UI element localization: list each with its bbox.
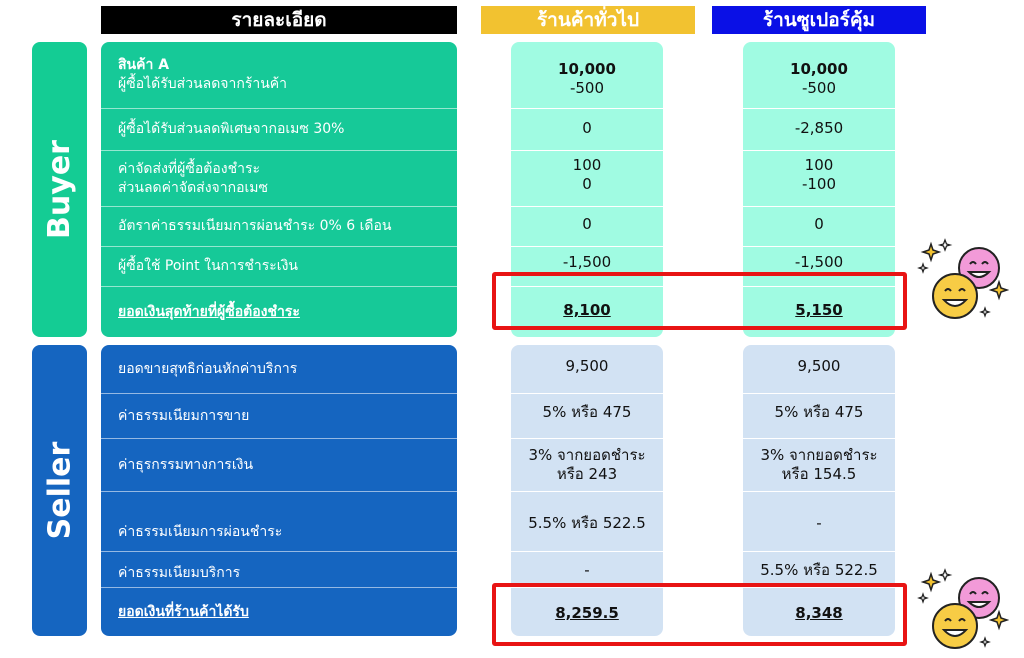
header-normal-shop: ร้านค้าทั่วไป — [481, 6, 695, 34]
happy-faces-icon — [917, 238, 1009, 324]
super-buyer-cell-final-total: 5,150 — [743, 286, 895, 337]
super-seller-cell-transaction-fee: 3% จากยอดชำระ หรือ 154.5 — [743, 438, 895, 491]
buyer-row-point: ผู้ซื้อใช้ Point ในการชำระเงิน — [101, 246, 457, 286]
normal-buyer-cell-point: -1,500 — [511, 246, 663, 286]
super-buyer-cell-point: -1,500 — [743, 246, 895, 286]
buyer-row-final-total: ยอดเงินสุดท้ายที่ผู้ซื้อต้องชำระ — [101, 286, 457, 337]
normal-seller-cell-transaction-fee: 3% จากยอดชำระ หรือ 243 — [511, 438, 663, 491]
normal-buyer-cell-final-total: 8,100 — [511, 286, 663, 337]
super-buyer-cell-shipping: 100 -100 — [743, 150, 895, 206]
normal-buyer-cell-shipping: 100 0 — [511, 150, 663, 206]
normal-buyer-cell-product: 10,000 -500 — [558, 60, 616, 97]
seller-total-highlight — [492, 583, 907, 646]
seller-side-label: Seller — [32, 345, 87, 636]
super-seller-cell-net-sales: 9,500 — [797, 357, 841, 375]
super-buyer-cell-product: 10,000 -500 — [790, 60, 848, 97]
super-seller-cell-service-fee: 5.5% หรือ 522.5 — [743, 551, 895, 587]
buyer-row-product: สินค้า A ผู้ซื้อได้รับส่วนลดจากร้านค้า — [118, 57, 288, 92]
seller-row-installment-fee: ค่าธรรมเนียมการผ่อนชำระ — [101, 491, 457, 551]
normal-seller-cell-shop-receives: 8,259.5 — [511, 587, 663, 636]
super-buyer-cell-special-discount: -2,850 — [743, 108, 895, 150]
normal-seller-cell-net-sales: 9,500 — [565, 357, 609, 375]
seller-row-net-sales: ยอดขายสุทธิก่อนหักค่าบริการ — [118, 360, 298, 377]
super-seller-cell-shop-receives: 8,348 — [743, 587, 895, 636]
seller-label-panel — [101, 345, 457, 636]
super-seller-cell-selling-fee: 5% หรือ 475 — [743, 393, 895, 438]
buyer-label-panel — [101, 42, 457, 337]
super-buyer-cell-installment-rate: 0 — [743, 206, 895, 246]
normal-buyer-cell-special-discount: 0 — [511, 108, 663, 150]
normal-buyer-cell-installment-rate: 0 — [511, 206, 663, 246]
buyer-row-shipping: ค่าจัดส่งที่ผู้ซื้อต้องชำระ ส่วนลดค่าจัดส่งจากอเมซ — [101, 150, 457, 206]
buyer-side-label: Buyer — [32, 42, 87, 337]
seller-row-transaction-fee: ค่าธุรกรรมทางการเงิน — [101, 438, 457, 491]
buyer-total-highlight — [492, 272, 907, 330]
seller-row-selling-fee: ค่าธรรมเนียมการขาย — [101, 393, 457, 438]
happy-faces-icon — [917, 568, 1009, 654]
buyer-row-special-discount: ผู้ซื้อได้รับส่วนลดพิเศษจากอเมซ 30% — [101, 108, 457, 150]
header-detail: รายละเอียด — [101, 6, 457, 34]
normal-seller-cell-installment-fee: 5.5% หรือ 522.5 — [511, 491, 663, 551]
seller-row-shop-receives: ยอดเงินที่ร้านค้าได้รับ — [101, 587, 457, 636]
buyer-row-installment-rate: อัตราค่าธรรมเนียมการผ่อนชำระ 0% 6 เดือน — [101, 206, 457, 246]
header-super-shop: ร้านซูเปอร์คุ้ม — [712, 6, 926, 34]
super-seller-cell-installment-fee: - — [743, 491, 895, 551]
normal-seller-cell-selling-fee: 5% หรือ 475 — [511, 393, 663, 438]
normal-seller-cell-service-fee: - — [511, 551, 663, 587]
seller-row-service-fee: ค่าธรรมเนียมบริการ — [101, 551, 457, 587]
